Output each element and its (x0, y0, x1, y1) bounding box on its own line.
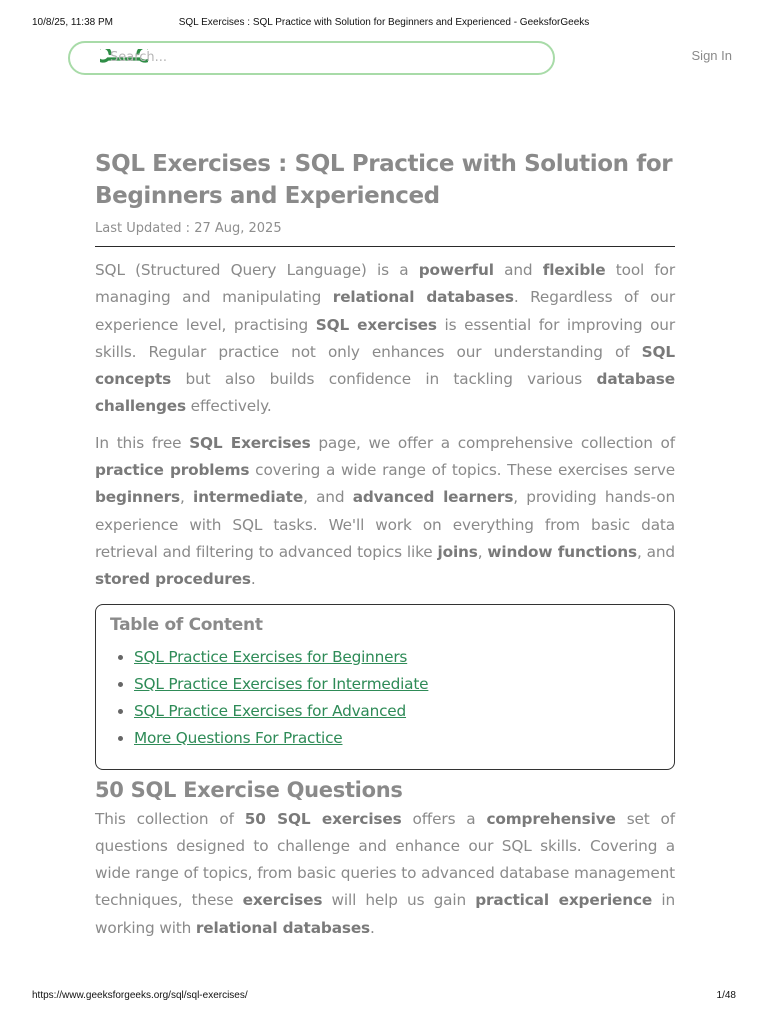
intro-paragraph (95, 257, 675, 421)
bold-phrase: SQL concepts (95, 342, 675, 389)
toc-link-beginners[interactable]: SQL Practice Exercises for Beginners (134, 647, 408, 666)
toc-title: Table of Content (110, 614, 263, 635)
bold-phrase: intermediate (192, 488, 304, 507)
toc-list (110, 647, 660, 755)
text-run: In this free (95, 433, 190, 452)
bold-phrase: database challenges (95, 370, 675, 416)
top-bar (68, 40, 738, 76)
search-placeholder: Search... (110, 50, 168, 65)
toc-item (118, 674, 660, 701)
print-page-number: 1/48 (716, 990, 736, 1001)
bold-phrase: practical experience (475, 891, 653, 910)
text-run: . (250, 570, 256, 589)
toc-link-intermediate[interactable]: SQL Practice Exercises for Intermediate (134, 674, 429, 693)
bold-phrase: SQL exercises (315, 315, 437, 334)
bold-phrase: stored procedures (95, 570, 251, 589)
toc-item (118, 701, 660, 728)
print-footer (32, 990, 736, 1004)
text-run: and (493, 261, 543, 279)
bold-phrase: window functions (487, 542, 637, 561)
collection-paragraph (95, 430, 675, 594)
section-heading: 50 SQL Exercise Questions (95, 777, 403, 802)
bold-phrase: practice problems (95, 461, 250, 480)
text-run: tool for managing and manipulating (95, 261, 675, 307)
print-datetime: 10/8/25, 11:38 PM (32, 17, 113, 28)
bold-phrase: relational databases (195, 918, 371, 937)
bold-phrase: beginners (95, 488, 180, 507)
bold-phrase: exercises (242, 891, 323, 910)
search-input[interactable] (68, 41, 555, 75)
text-run: , providing hands-on experience with SQL tasks. We'll work on everything from basic data retrieval and filtering to advanced topics like (95, 488, 675, 561)
text-run: This collection of (95, 809, 245, 828)
title-divider (95, 246, 675, 247)
toc-link-more-questions[interactable]: More Questions For Practice (134, 728, 343, 747)
bold-phrase: powerful (418, 261, 494, 279)
text-run: , and (303, 488, 353, 507)
text-run: set of questions designed to challenge and enhance our SQL skills. Covering a wide range of topics, from basic queries to advanced database management techniques, these (95, 809, 675, 910)
bold-phrase: 50 SQL exercises (244, 809, 402, 828)
text-run: SQL (Structured Query Language) is a (95, 261, 419, 279)
bold-phrase: comprehensive (486, 809, 616, 828)
print-doc-title: SQL Exercises : SQL Practice with Solution for Beginners and Experienced - GeeksforGeeks (178, 17, 590, 28)
bold-phrase: SQL Exercises (189, 433, 311, 452)
text-run: offers a (401, 809, 487, 828)
sign-in-link[interactable]: Sign In (691, 48, 732, 63)
last-updated: Last Updated : 27 Aug, 2025 (95, 221, 282, 236)
text-run: . (370, 918, 375, 937)
text-run: , (477, 542, 488, 561)
print-header (32, 17, 736, 31)
bold-phrase: flexible (542, 261, 606, 279)
text-run: in working with (95, 891, 676, 937)
article-title: SQL Exercises : SQL Practice with Solution for Beginners and Experienced (95, 151, 673, 209)
bold-phrase: joins (437, 542, 478, 561)
text-run: will help us gain (322, 891, 476, 910)
print-url: https://www.geeksforgeeks.org/sql/sql-exercises/ (32, 990, 248, 1001)
bold-phrase: advanced learners (352, 488, 514, 507)
text-run: effectively. (185, 397, 272, 416)
toc-item (118, 728, 660, 755)
text-run: , (179, 488, 193, 507)
text-run: . Regardless of our experience level, practising (95, 288, 675, 334)
toc-link-advanced[interactable]: SQL Practice Exercises for Advanced (134, 701, 407, 720)
article (95, 148, 675, 942)
section-paragraph (95, 806, 675, 942)
text-run: is essential for improving our skills. Regular practice not only enhances our understanding of (95, 315, 675, 361)
toc-item (118, 647, 660, 674)
text-run: , and (637, 542, 675, 561)
text-run: but also builds confidence in tackling various (171, 370, 597, 389)
text-run: covering a wide range of topics. These exercises serve (249, 461, 675, 480)
table-of-content (95, 604, 675, 770)
text-run: page, we offer a comprehensive collection of (310, 433, 675, 452)
bold-phrase: relational databases (332, 288, 514, 307)
